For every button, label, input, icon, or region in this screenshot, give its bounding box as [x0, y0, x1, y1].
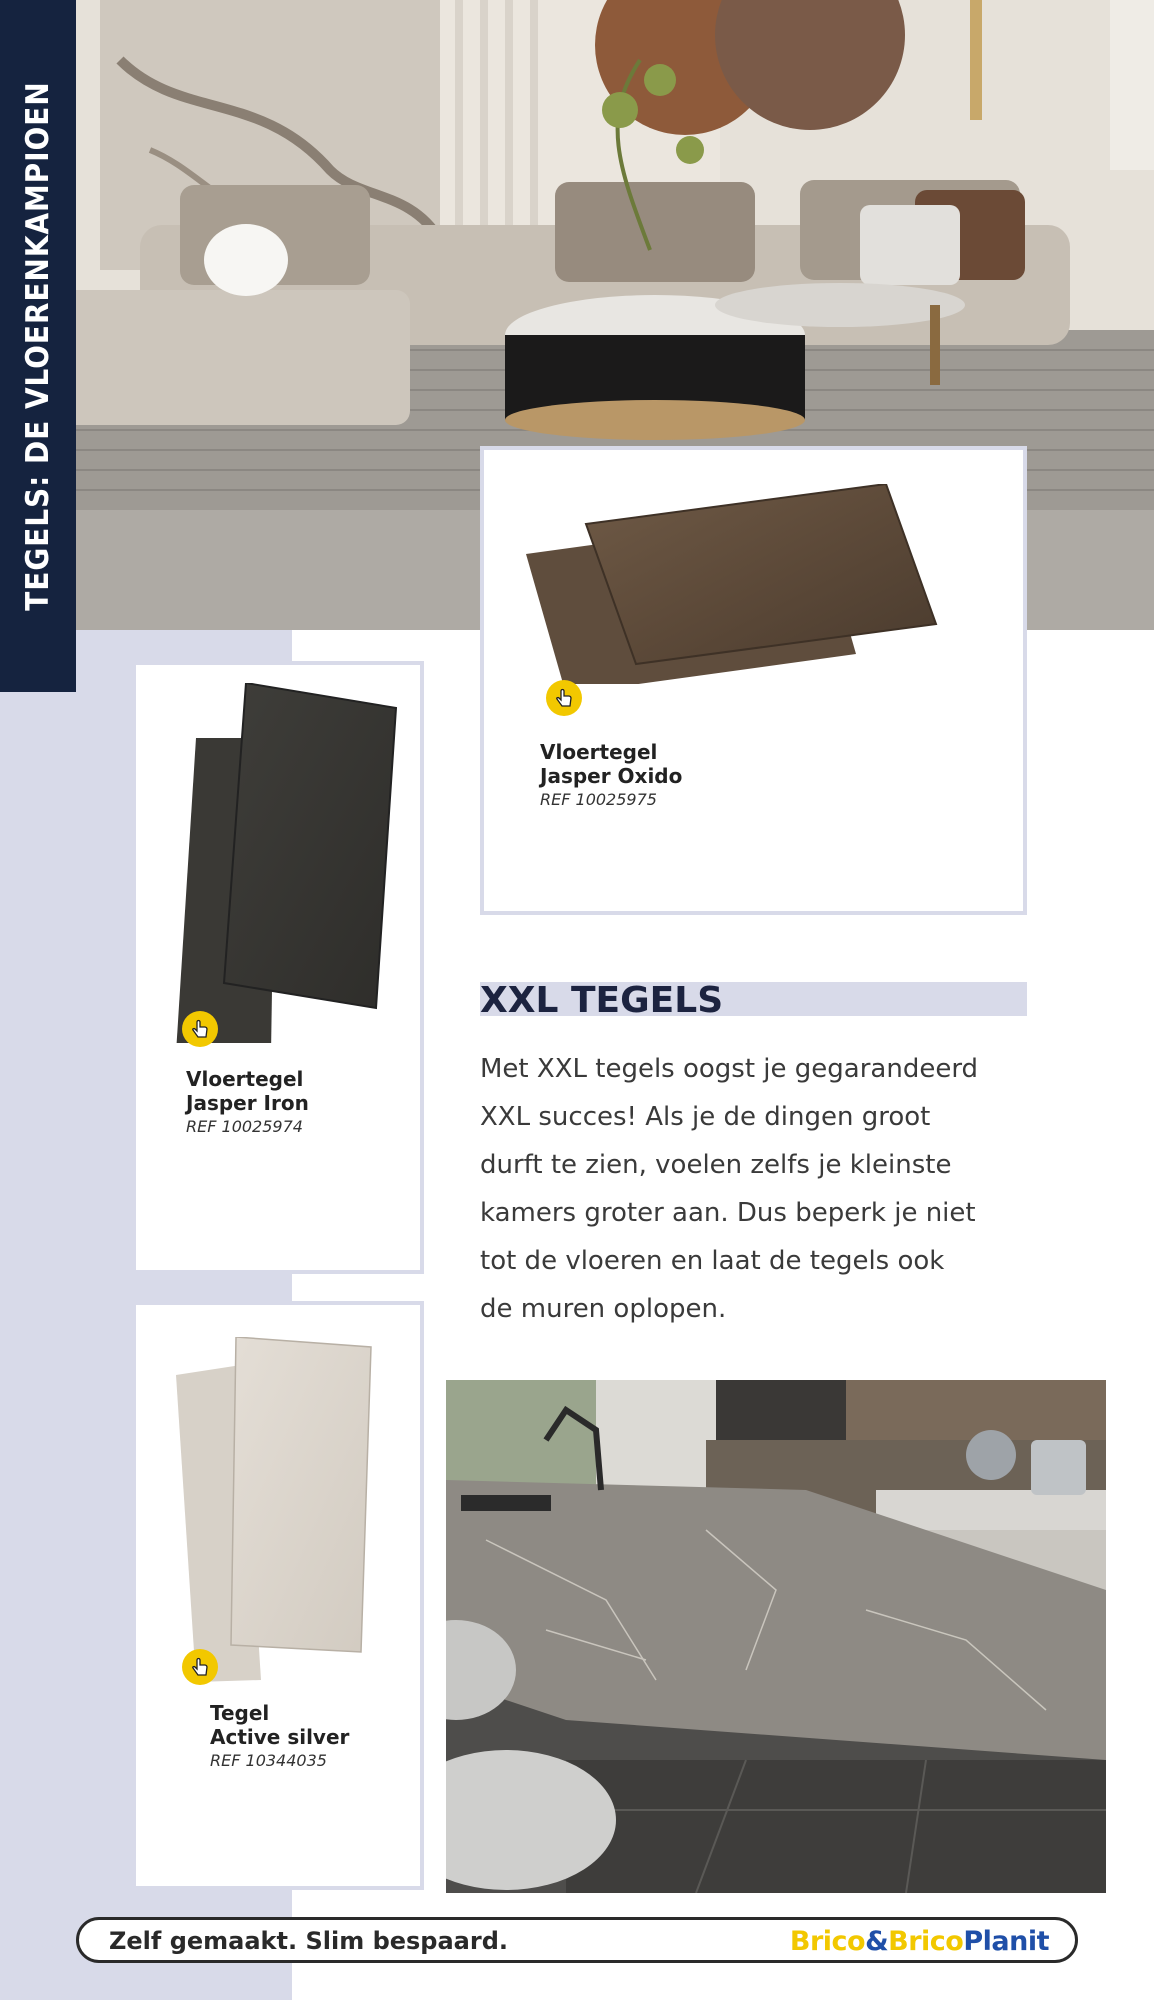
brand-ampersand: &	[865, 1926, 889, 1957]
product-ref: REF 10344035	[210, 1751, 327, 1770]
product-card-jasper-iron[interactable]	[132, 661, 424, 1274]
product-name-line1: Vloertegel	[186, 1067, 304, 1091]
article-line: tot de vloeren en laat de tegels ook	[480, 1246, 945, 1276]
brand-brico-2: Brico	[888, 1926, 964, 1957]
tap-hand-icon[interactable]	[182, 1011, 218, 1047]
brand-brico-1: Brico	[789, 1926, 866, 1957]
footer-bar	[76, 1917, 1078, 1963]
product-ref: REF 10025974	[186, 1117, 303, 1136]
product-info-jasper-iron	[186, 1067, 309, 1136]
tile-image-active-silver	[176, 1337, 416, 1687]
tile-image-jasper-iron	[176, 683, 416, 1043]
product-name-line2: Jasper Oxido	[540, 764, 683, 788]
product-info-active-silver	[210, 1701, 349, 1770]
product-name-line1: Tegel	[210, 1701, 270, 1725]
product-card-jasper-oxido[interactable]	[480, 446, 1027, 915]
vertical-banner	[0, 0, 76, 692]
product-info-jasper-oxido	[540, 740, 682, 809]
article-line: XXL succes! Als je de dingen groot	[480, 1102, 931, 1132]
article-line: kamers groter aan. Dus beperk je niet	[480, 1198, 976, 1228]
product-card-active-silver[interactable]	[132, 1301, 424, 1890]
footer-slogan: Zelf gemaakt. Slim bespaard.	[109, 1927, 509, 1955]
brand-logo[interactable]	[790, 1926, 1049, 1957]
article-heading: XXL TEGELS	[480, 980, 724, 1021]
product-name-line2: Jasper Iron	[186, 1091, 309, 1115]
tile-image-jasper-oxido	[526, 484, 976, 684]
vertical-banner-text: TEGELS: DE VLOERENKAMPIOEN	[20, 81, 56, 611]
product-ref: REF 10025975	[540, 790, 657, 809]
tap-hand-icon[interactable]	[546, 680, 582, 716]
article-line: durft te zien, voelen zelfs je kleinste	[480, 1150, 952, 1180]
article-body	[480, 1045, 1040, 1333]
article-line: de muren oplopen.	[480, 1294, 727, 1324]
product-name-line1: Vloertegel	[540, 740, 658, 764]
article-line: Met XXL tegels oogst je gegarandeerd	[480, 1054, 979, 1084]
brand-planit: Planit	[963, 1926, 1049, 1957]
kitchen-photo	[446, 1380, 1106, 1893]
tap-hand-icon[interactable]	[182, 1649, 218, 1685]
kitchen-illustration	[446, 1380, 1106, 1893]
product-name-line2: Active silver	[210, 1725, 350, 1749]
